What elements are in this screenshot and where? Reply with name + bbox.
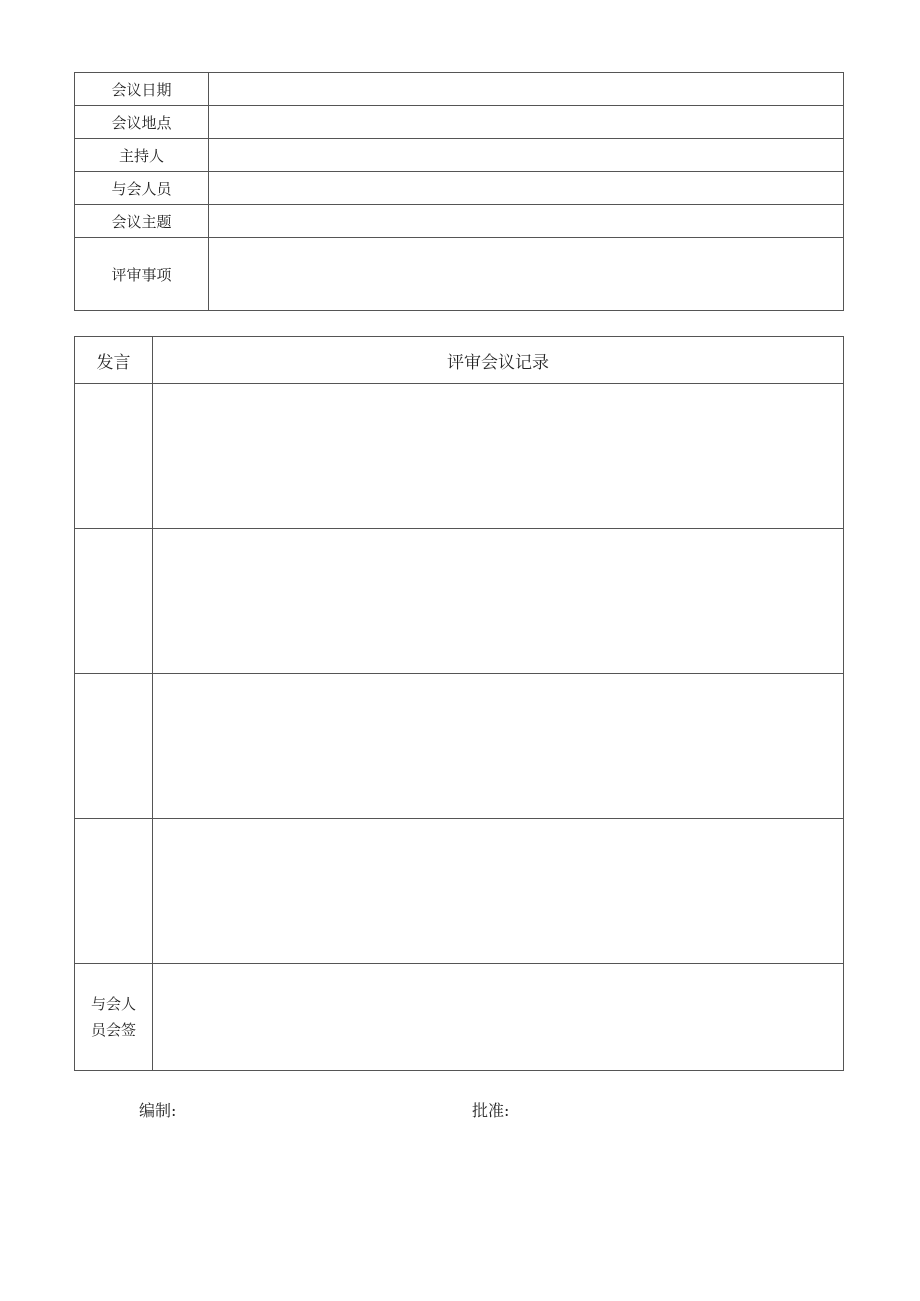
- speaker-cell[interactable]: [75, 529, 153, 674]
- record-cell[interactable]: [153, 529, 844, 674]
- info-row-attendees: [75, 172, 844, 205]
- info-row-host: [75, 139, 844, 172]
- review-items-label: 评审事项: [75, 238, 209, 311]
- meeting-location-label: 会议地点: [75, 106, 209, 139]
- approved-by-label: 批准:: [472, 1101, 510, 1120]
- record-row: [75, 819, 844, 964]
- record-row: [75, 674, 844, 819]
- attendees-label: 与会人员: [75, 172, 209, 205]
- compiled-by-label: 编制:: [139, 1101, 177, 1120]
- meeting-location-field[interactable]: [209, 106, 844, 139]
- meeting-info-table: [74, 72, 844, 311]
- speaker-cell[interactable]: [75, 384, 153, 529]
- review-items-field[interactable]: [209, 238, 844, 311]
- info-row-date: [75, 73, 844, 106]
- info-row-location: [75, 106, 844, 139]
- signature-row: [75, 964, 844, 1071]
- signature-label: [75, 964, 153, 1071]
- host-label: 主持人: [75, 139, 209, 172]
- signature-label-line2: 员会签: [90, 1021, 136, 1039]
- speaker-cell[interactable]: [75, 674, 153, 819]
- record-row: [75, 529, 844, 674]
- record-row: [75, 384, 844, 529]
- info-row-topic: [75, 205, 844, 238]
- meeting-date-label: 会议日期: [75, 73, 209, 106]
- record-header-row: [75, 337, 844, 384]
- speaker-header: 发言: [75, 337, 153, 384]
- signature-label-line1: 与会人: [90, 995, 136, 1013]
- meeting-topic-label: 会议主题: [75, 205, 209, 238]
- speaker-cell[interactable]: [75, 819, 153, 964]
- record-header: 评审会议记录: [153, 337, 844, 384]
- signature-field[interactable]: [153, 964, 844, 1071]
- meeting-topic-field[interactable]: [209, 205, 844, 238]
- meeting-record-table: [74, 336, 844, 1071]
- info-row-review-items: [75, 238, 844, 311]
- host-field[interactable]: [209, 139, 844, 172]
- record-cell[interactable]: [153, 819, 844, 964]
- record-cell[interactable]: [153, 674, 844, 819]
- record-cell[interactable]: [153, 384, 844, 529]
- attendees-field[interactable]: [209, 172, 844, 205]
- meeting-date-field[interactable]: [209, 73, 844, 106]
